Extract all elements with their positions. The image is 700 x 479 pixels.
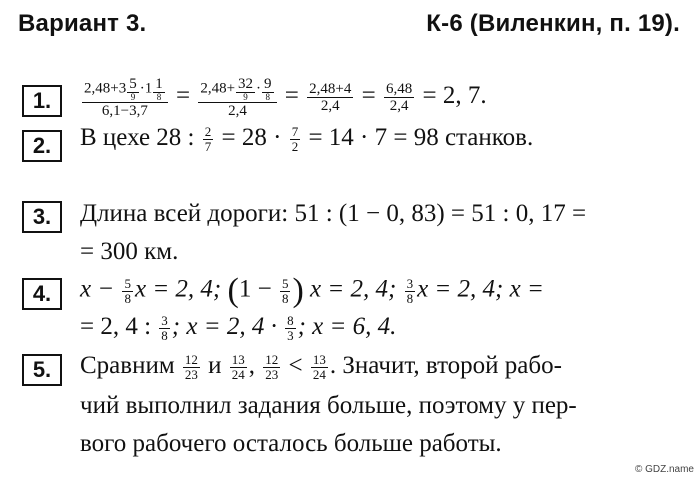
fraction-4: $\frac{6,48}{2,4}$ bbox=[385, 81, 413, 114]
fraction-3: $\frac{2,48+4}{2,4}$ bbox=[309, 81, 352, 114]
problem-3-line-2: = 300 км. bbox=[80, 238, 179, 265]
problem-5-line-1: Сравним $\frac{12}{23}$ и $\frac{13}{24}$ , $\frac{12}{23}$ < $\frac{13}{24}$ . Значит, второй рабо- bbox=[80, 351, 562, 382]
problem-4-line-2: = 2, 4 : $\frac{3}{8}$ ; x = 2, 4 · $\frac{8}{3}$ ; x = 6, 4. bbox=[80, 312, 397, 343]
reference-title: К-6 (Виленкин, п. 19). bbox=[426, 10, 680, 37]
problem-number-2: 2. bbox=[22, 130, 62, 162]
watermark-footer: © GDZ.name bbox=[634, 464, 694, 475]
fraction-1: 2,48+3 5 9 ·1 1 8 6,1−3,7 bbox=[82, 76, 168, 119]
fraction-2: 2,48+ 32 9 · 9 8 2,4 bbox=[198, 76, 276, 119]
problem-3-line-1: Длина всей дороги: 51 : (1 − 0, 83) = 51 : 0, 17 = bbox=[80, 200, 587, 227]
problem-4-line-1: x − $\frac{5}{8}$ x = 2, 4; (1 − $\frac{5}{8}$ ) x = 2, 4; $\frac{3}{8}$ x = 2, 4; x = bbox=[80, 272, 544, 309]
problem-5-line-2: чий выполнил задания больше, поэтому у пер- bbox=[80, 392, 577, 419]
problem-number-3: 3. bbox=[22, 201, 62, 233]
problem-2-solution: В цехе 28 : $\frac{2}{7}$ = 28 · $\frac{7}{2}$ = 14 · 7 = 98 станков. bbox=[80, 123, 534, 154]
problem-number-4: 4. bbox=[22, 278, 62, 310]
variant-title: Вариант 3. bbox=[18, 10, 147, 37]
problem-number-5: 5. bbox=[22, 354, 62, 386]
problem-5-line-3: вого рабочего осталось больше работы. bbox=[80, 430, 502, 457]
problem-number-1: 1. bbox=[22, 85, 62, 117]
problem-1-solution: 2,48+3 5 9 ·1 1 8 6,1−3,7 = 2,48+ 32 9 · 9 8 2,4 = $\frac{2,48+4}{2,4}$ = $\frac{6,48}{2,4}$ = 2, 7. bbox=[84, 76, 487, 119]
